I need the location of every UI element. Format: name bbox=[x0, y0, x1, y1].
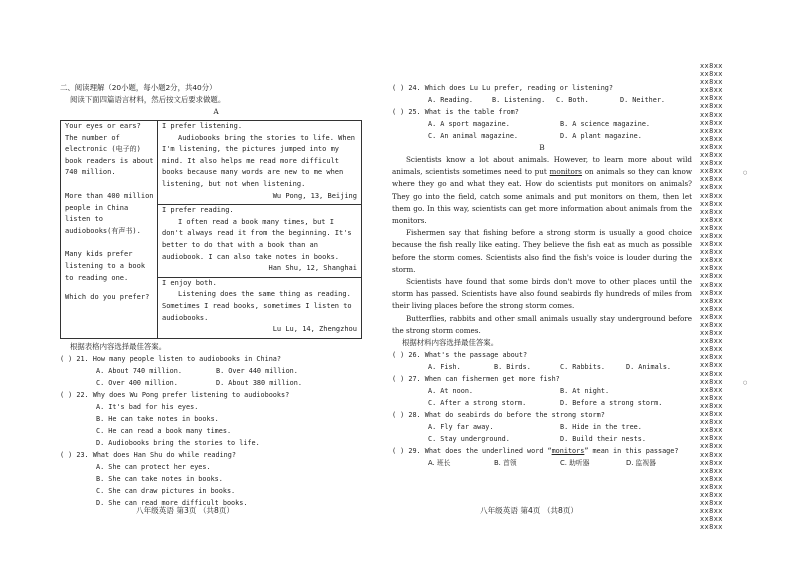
strip-pattern-row: ⅹⅹ8ⅹⅹ bbox=[700, 78, 723, 87]
strip-pattern-row: ⅹⅹ8ⅹⅹ bbox=[700, 410, 723, 419]
option[interactable]: D. Neither. bbox=[620, 96, 666, 104]
strip-pattern-row: ⅹⅹ8ⅹⅹ bbox=[700, 256, 723, 265]
table-left-line: Many kids prefer listening to a book to reading one. bbox=[65, 250, 146, 282]
option[interactable]: D. She can read more difficult books. bbox=[96, 498, 248, 507]
option[interactable]: C. Over 400 million. bbox=[96, 378, 178, 387]
strip-pattern-row: ⅹⅹ8ⅹⅹ bbox=[700, 361, 723, 370]
option[interactable]: C. She can draw pictures in books. bbox=[96, 486, 236, 495]
strip-pattern-row: ⅹⅹ8ⅹⅹ bbox=[700, 296, 723, 305]
strip-pattern-row: ⅹⅹ8ⅹⅹ bbox=[700, 134, 723, 143]
option[interactable]: C. 助听器 bbox=[560, 459, 590, 468]
table-left-line: Which do you prefer? bbox=[65, 293, 150, 302]
strip-pattern-row: ⅹⅹ8ⅹⅹ bbox=[700, 167, 723, 176]
question-24 bbox=[392, 82, 692, 106]
strip-pattern-row: ⅹⅹ8ⅹⅹ bbox=[700, 466, 723, 475]
passage-paragraph: Butterflies, rabbits and other small animals usually stay underground before the strong storm comes. bbox=[392, 313, 692, 335]
table-right-column bbox=[158, 121, 361, 338]
table-cell-lu-lu bbox=[158, 278, 361, 338]
strip-pattern-row: ⅹⅹ8ⅹⅹ bbox=[700, 418, 723, 427]
strip-pattern-row: ⅹⅹ8ⅹⅹ bbox=[700, 515, 723, 524]
option[interactable]: A. It's bad for his eyes. bbox=[96, 402, 199, 411]
option[interactable]: A. Fly far away. bbox=[428, 423, 494, 432]
strip-pattern-row: ⅹⅹ8ⅹⅹ bbox=[700, 191, 723, 200]
table-cell-wu-pong bbox=[158, 121, 361, 205]
strip-pattern-row: ⅹⅹ8ⅹⅹ bbox=[700, 264, 723, 273]
strip-pattern-row: ⅹⅹ8ⅹⅹ bbox=[700, 248, 723, 257]
strip-pattern-row: ⅹⅹ8ⅹⅹ bbox=[700, 401, 723, 410]
strip-pattern-row: ⅹⅹ8ⅹⅹ bbox=[700, 474, 723, 483]
option[interactable]: B. At night. bbox=[560, 387, 610, 396]
option[interactable]: A. 班长 bbox=[428, 459, 451, 468]
strip-pattern-row: ⅹⅹ8ⅹⅹ bbox=[700, 183, 723, 192]
options-row bbox=[96, 365, 372, 377]
options-row bbox=[428, 397, 692, 409]
strip-pattern-row: ⅹⅹ8ⅹⅹ bbox=[700, 223, 723, 232]
right-column bbox=[392, 82, 692, 469]
cell-opinion: I prefer listening. bbox=[162, 122, 243, 130]
binding-mark: ○ bbox=[743, 170, 748, 176]
option[interactable]: C. Stay underground. bbox=[428, 435, 510, 444]
question-text: ” mean in this passage? bbox=[584, 447, 679, 456]
option[interactable]: D. 监视器 bbox=[626, 459, 656, 468]
question-stem bbox=[392, 445, 692, 457]
option[interactable]: A. Fish. bbox=[428, 363, 461, 372]
option[interactable]: C. After a strong storm. bbox=[428, 399, 527, 408]
strip-pattern-row: ⅹⅹ8ⅹⅹ bbox=[700, 240, 723, 249]
options-row bbox=[428, 94, 692, 106]
question-text: ( ) 29. What does the underlined word “ bbox=[392, 447, 552, 456]
strip-pattern-row: ⅹⅹ8ⅹⅹ bbox=[700, 215, 723, 224]
strip-pattern-row: ⅹⅹ8ⅹⅹ bbox=[700, 151, 723, 160]
strip-pattern-row: ⅹⅹ8ⅹⅹ bbox=[700, 353, 723, 362]
strip-pattern-row: ⅹⅹ8ⅹⅹ bbox=[700, 442, 723, 451]
strip-pattern-row: ⅹⅹ8ⅹⅹ bbox=[700, 458, 723, 467]
question-28 bbox=[392, 409, 692, 445]
strip-pattern-row: ⅹⅹ8ⅹⅹ bbox=[700, 175, 723, 184]
strip-pattern-row: ⅹⅹ8ⅹⅹ bbox=[700, 62, 723, 70]
option[interactable]: B. Over 440 million. bbox=[216, 366, 298, 375]
option[interactable]: C. Rabbits. bbox=[560, 363, 606, 372]
question-stem: ( ) 26. What's the passage about? bbox=[392, 351, 528, 360]
strip-pattern-row: ⅹⅹ8ⅹⅹ bbox=[700, 86, 723, 95]
strip-pattern-row: ⅹⅹ8ⅹⅹ bbox=[700, 385, 723, 394]
option[interactable]: C. He can read a book many times. bbox=[96, 426, 232, 435]
strip-pattern-row: ⅹⅹ8ⅹⅹ bbox=[700, 369, 723, 378]
strip-pattern-row: ⅹⅹ8ⅹⅹ bbox=[700, 272, 723, 281]
strip-pattern-row: ⅹⅹ8ⅹⅹ bbox=[700, 110, 723, 119]
strip-pattern-row: ⅹⅹ8ⅹⅹ bbox=[700, 345, 723, 354]
question-25 bbox=[392, 106, 692, 142]
underlined-word: monitors bbox=[551, 447, 585, 456]
options-row bbox=[428, 385, 692, 397]
table-left-line: More than 400 million people in China listen to audiobooks(有声书). bbox=[65, 191, 154, 235]
strip-pattern-row: ⅹⅹ8ⅹⅹ bbox=[700, 94, 723, 103]
strip-pattern-row: ⅹⅹ8ⅹⅹ bbox=[700, 426, 723, 435]
strip-pattern-row: ⅹⅹ8ⅹⅹ bbox=[700, 482, 723, 491]
cell-opinion: I enjoy both. bbox=[162, 278, 217, 287]
options-row bbox=[96, 377, 372, 389]
options-row bbox=[428, 118, 692, 130]
cell-text: I often read a book many times, but I don't always read it from the beginning. It's better to do that with a book than an audiobook. I can also take notes in books. bbox=[162, 217, 352, 261]
option[interactable]: D. Animals. bbox=[626, 363, 672, 372]
option[interactable]: D. Build their nests. bbox=[560, 435, 646, 444]
table-left-line: Your eyes or ears? bbox=[65, 122, 141, 130]
option[interactable]: A. She can protect her eyes. bbox=[96, 462, 211, 471]
question-stem: ( ) 25. What is the table from? bbox=[392, 108, 519, 116]
option[interactable]: B. A science magazine. bbox=[560, 120, 651, 128]
option[interactable]: B. She can take notes in books. bbox=[96, 474, 223, 483]
passage-text: on animals so they can know where they go and what they eat. How do scientists put monitors on animals? They go into the field, catch some animals and put monitors on them, then let them go. In this way, scientists can get more information about animals from the monitors. bbox=[392, 167, 692, 226]
left-column bbox=[60, 82, 372, 509]
binding-mark: ○ bbox=[743, 380, 748, 386]
option[interactable]: A. Reading. bbox=[428, 96, 474, 104]
cell-text: Audiobooks bring the stories to life. When I'm listening, the pictures jumped into my mind. It also helps me read more difficult books because many words are new to me when listening, but not when listening. bbox=[162, 133, 356, 188]
cell-signature: Wu Pong, 13, Beijing bbox=[272, 191, 357, 200]
passage-a-label: A bbox=[213, 107, 219, 116]
strip-pattern-row: ⅹⅹ8ⅹⅹ bbox=[700, 288, 723, 297]
table-left-line: The number of electronic (电子的) book readers is about 740 million. bbox=[65, 133, 154, 177]
footer-page-4: 八年级英语 第4页 （共8页） bbox=[480, 506, 579, 515]
strip-pattern-row: ⅹⅹ8ⅹⅹ bbox=[700, 142, 723, 151]
strip-pattern-row: ⅹⅹ8ⅹⅹ bbox=[700, 70, 723, 79]
options-row bbox=[428, 421, 692, 433]
passage-paragraph: Scientists have found that some birds don't move to other places until the storm has passed. Scientists have also found seabirds fly hundreds of miles from their living places before the strong storm comes. bbox=[392, 277, 692, 311]
underlined-word: monitors bbox=[549, 167, 582, 177]
option[interactable]: B. Hide in the tree. bbox=[560, 423, 642, 432]
question-stem: ( ) 28. What do seabirds do before the strong storm? bbox=[392, 411, 605, 420]
question-26 bbox=[392, 349, 692, 373]
strip-pattern-row: ⅹⅹ8ⅹⅹ bbox=[700, 312, 723, 321]
table-cell-han-shu bbox=[158, 205, 361, 278]
question-stem: ( ) 21. How many people listen to audiobooks in China? bbox=[60, 354, 281, 363]
question-21 bbox=[60, 353, 372, 389]
footer-page-3: 八年级英语 第3页 （共8页） bbox=[136, 506, 235, 515]
strip-pattern-row: ⅹⅹ8ⅹⅹ bbox=[700, 126, 723, 135]
strip-pattern-row: ⅹⅹ8ⅹⅹ bbox=[700, 450, 723, 459]
cell-signature: Lu Lu, 14, Zhengzhou bbox=[272, 325, 357, 334]
cell-text: Listening does the same thing as reading. Sometimes I read books, sometimes I listen to audiobooks. bbox=[162, 290, 352, 322]
strip-pattern-row: ⅹⅹ8ⅹⅹ bbox=[700, 507, 723, 516]
strip-pattern-row: ⅹⅹ8ⅹⅹ bbox=[700, 329, 723, 338]
option[interactable]: B. 首领 bbox=[494, 459, 517, 468]
strip-pattern-row: ⅹⅹ8ⅹⅹ bbox=[700, 337, 723, 346]
option[interactable]: D. About 380 million. bbox=[216, 378, 302, 387]
strip-pattern-row: ⅹⅹ8ⅹⅹ bbox=[700, 321, 723, 329]
strip-pattern-row: ⅹⅹ8ⅹⅹ bbox=[700, 434, 723, 443]
strip-pattern-row: ⅹⅹ8ⅹⅹ bbox=[700, 159, 723, 168]
strip-pattern-row: ⅹⅹ8ⅹⅹ bbox=[700, 304, 723, 313]
question-23 bbox=[60, 449, 372, 509]
strip-pattern-row: ⅹⅹ8ⅹⅹ bbox=[700, 231, 723, 240]
strip-pattern-row: ⅹⅹ8ⅹⅹ bbox=[700, 118, 723, 127]
option[interactable]: A. A sport magazine. bbox=[428, 120, 510, 128]
passage-paragraph bbox=[392, 154, 692, 227]
strip-pattern-row: ⅹⅹ8ⅹⅹ bbox=[700, 207, 723, 216]
choose-instruction-b: 根据材料内容选择最佳答案。 bbox=[402, 338, 499, 348]
question-stem: ( ) 22. Why does Wu Pong prefer listening to audiobooks? bbox=[60, 390, 290, 399]
passage-b bbox=[392, 154, 692, 337]
question-27 bbox=[392, 373, 692, 409]
strip-pattern-row: ⅹⅹ8ⅹⅹ bbox=[700, 490, 723, 499]
question-22 bbox=[60, 389, 372, 449]
option[interactable]: D. Before a strong storm. bbox=[560, 399, 663, 408]
strip-pattern-row: ⅹⅹ8ⅹⅹ bbox=[700, 499, 723, 508]
section-instruction: 阅读下面四篇语言材料，然后按文后要求做题。 bbox=[70, 95, 226, 104]
section-heading: 二、阅读理解（20小题，每小题2分，共40分） bbox=[60, 83, 217, 92]
option[interactable]: C. An animal magazine. bbox=[428, 132, 519, 140]
cell-opinion: I prefer reading. bbox=[162, 206, 234, 215]
option[interactable]: D. Audiobooks bring the stories to life. bbox=[96, 438, 260, 447]
strip-pattern-row: ⅹⅹ8ⅹⅹ bbox=[700, 280, 723, 289]
options-row bbox=[428, 361, 692, 373]
strip-pattern-row: ⅹⅹ8ⅹⅹ bbox=[700, 199, 723, 208]
option[interactable]: A. At noon. bbox=[428, 387, 474, 396]
question-stem: ( ) 23. What does Han Shu do while reading? bbox=[60, 450, 236, 459]
choose-instruction: 根据表格内容选择最佳答案。 bbox=[70, 341, 167, 351]
option[interactable]: D. A plant magazine. bbox=[560, 132, 642, 140]
cell-signature: Han Shu, 12, Shanghai bbox=[268, 264, 357, 273]
strip-pattern-row: ⅹⅹ8ⅹⅹ bbox=[700, 393, 723, 402]
question-stem: ( ) 27. When can fishermen get more fish? bbox=[392, 375, 560, 384]
option[interactable]: B. Listening. bbox=[492, 96, 546, 104]
strip-pattern-row: ⅹⅹ8ⅹⅹ bbox=[700, 523, 723, 532]
options-row bbox=[428, 130, 692, 142]
table-left-column bbox=[61, 121, 158, 338]
options-row bbox=[428, 457, 692, 469]
option[interactable]: A. About 740 million. bbox=[96, 366, 182, 375]
question-stem: ( ) 24. Which does Lu Lu prefer, reading or listening? bbox=[392, 84, 613, 92]
option[interactable]: B. Birds. bbox=[494, 363, 531, 372]
passage-b-label: B bbox=[539, 143, 545, 152]
option[interactable]: B. He can take notes in books. bbox=[96, 414, 219, 423]
option[interactable]: C. Both. bbox=[556, 96, 589, 104]
options-row bbox=[428, 433, 692, 445]
passage-paragraph: Fishermen say that fishing before a strong storm is usually a good choice because the fish really like eating. They believe the fish eat as much as possible before the storm comes. Scientists also find the fish's voice is louder during the storm. bbox=[392, 228, 692, 274]
binding-strip bbox=[700, 62, 740, 532]
strip-pattern-row: ⅹⅹ8ⅹⅹ bbox=[700, 377, 723, 386]
passage-text: Scientists know a lot about animals. However, to learn more about wild animals, scientists sometimes need to put bbox=[392, 155, 692, 177]
reading-table bbox=[60, 120, 362, 339]
question-29 bbox=[392, 445, 692, 469]
strip-pattern-row: ⅹⅹ8ⅹⅹ bbox=[700, 102, 723, 111]
